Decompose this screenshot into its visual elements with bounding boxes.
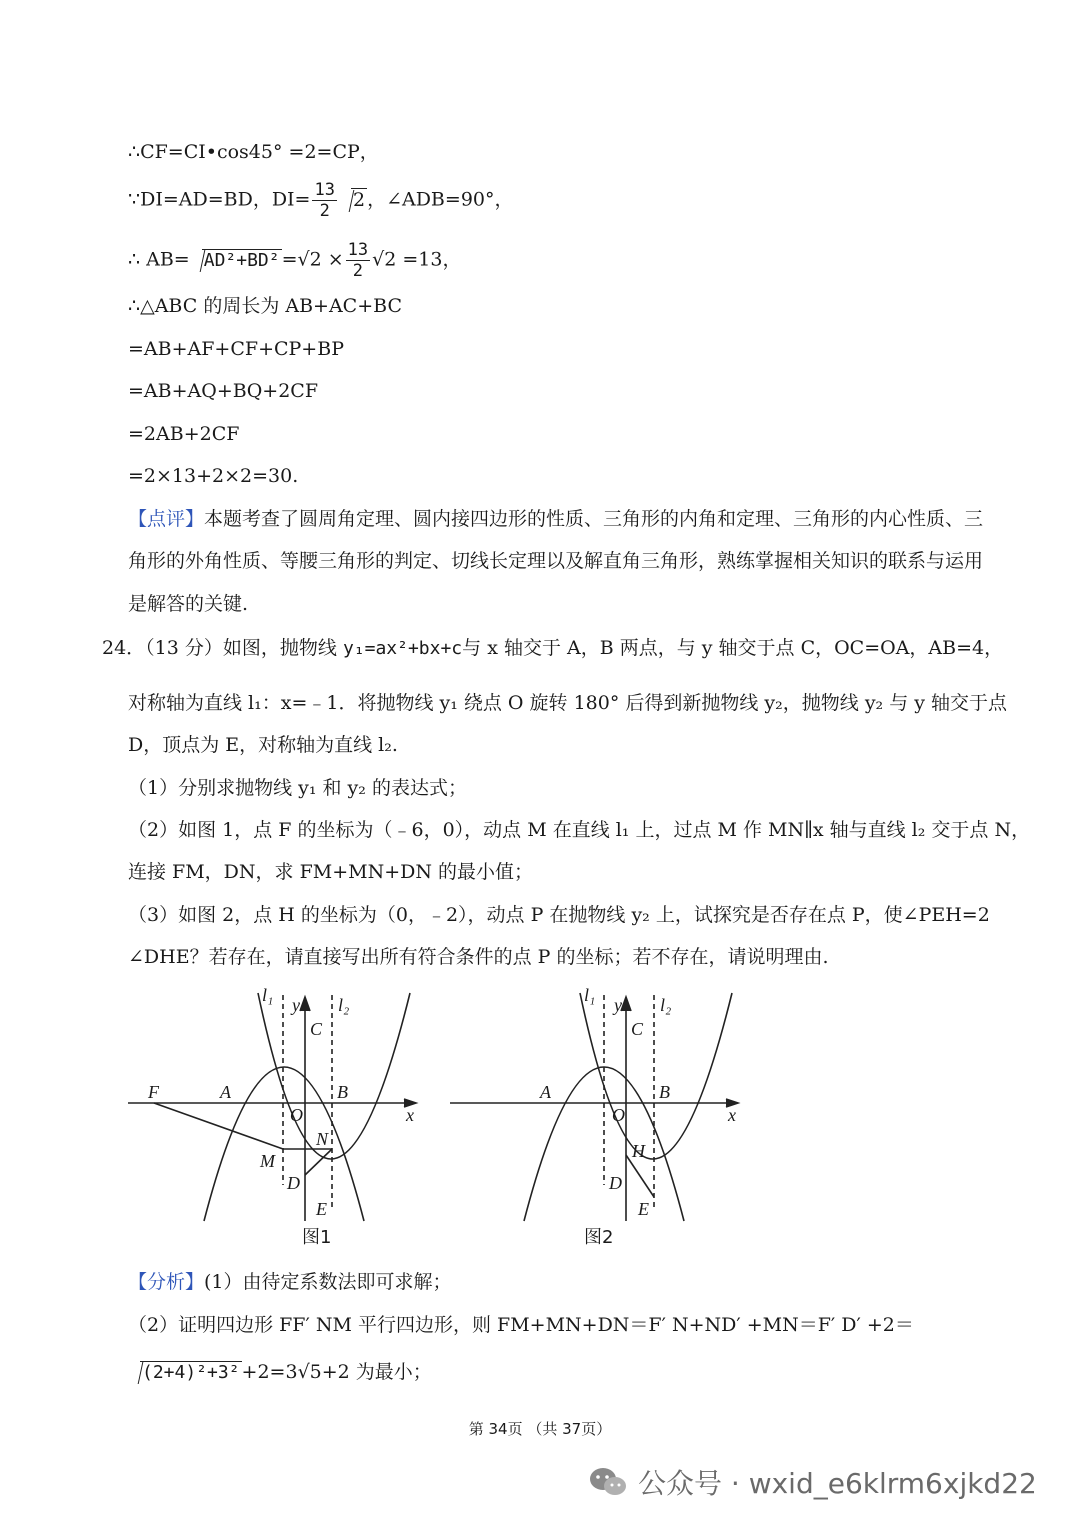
- label-d-fig2: D: [609, 1173, 622, 1193]
- part-2-line2: 连接 FM，DN，求 FM+MN+DN 的最小值；: [128, 861, 534, 883]
- segment-dn: [305, 1149, 332, 1175]
- analysis-line2: （2）证明四边形 FF′ NM 平行四边形，则 FM+MN+DN＝F′ N+ND′ +MN＝F′ D′ +2＝: [128, 1314, 914, 1336]
- fraction: $\frac{13}{2}$: [314, 180, 335, 221]
- review-line1: 【点评】本题考查了圆周角定理、圆内接四边形的性质、三角形的内角和定理、三角形的内心性质、三: [128, 508, 984, 530]
- review-line3: 是解答的关键.: [128, 593, 249, 615]
- label-m: M: [260, 1151, 275, 1171]
- label-d-fig1: D: [287, 1173, 300, 1193]
- label-l1-fig2: l₁: [584, 985, 596, 1005]
- figure-diagrams: [120, 985, 760, 1255]
- watermark-text: 公众号 · wxid_e6klrm6xjkd22: [638, 1467, 1037, 1500]
- label-f: F: [148, 1082, 159, 1102]
- parabola-y2-fig1: [258, 993, 410, 1159]
- figure-2-caption: 图2: [584, 1227, 614, 1248]
- wechat-icon: [588, 1465, 628, 1499]
- parabola-formula: y₁=ax²+bx+c: [342, 638, 463, 659]
- figure-1-caption: 图1: [302, 1227, 332, 1248]
- page-footer: 第 34页 （共 37页）: [468, 1420, 612, 1438]
- segment-fm: [154, 1103, 283, 1149]
- y-arrow-1: [300, 997, 310, 1011]
- review-line2: 角形的外角性质、等腰三角形的判定、切线长定理以及解直角三角形，熟练掌握相关知识的联系与运用: [128, 550, 984, 572]
- segment-he: [626, 1155, 654, 1197]
- line-ab: ∴ AB= AD²+BD² =√2 × $\frac{13}{2}$ √2 =13，: [128, 240, 462, 281]
- figures: [120, 985, 760, 1255]
- label-o-fig1: O: [290, 1105, 303, 1125]
- label-n: N: [316, 1129, 329, 1149]
- line-step4: =2×13+2×2=30.: [128, 465, 299, 487]
- y-arrow-2: [621, 997, 631, 1011]
- part-3-line2: ∠DHE？若存在，请直接写出所有符合条件的点 P 的坐标；若不存在，请说明理由.: [128, 946, 829, 968]
- label-b-fig1: B: [337, 1082, 348, 1102]
- sqrt: AD²+BD²: [190, 248, 282, 273]
- review-tag: 【点评】: [128, 508, 205, 530]
- analysis-line1: 【分析】(1）由待定系数法即可求解；: [128, 1271, 452, 1293]
- label-l2-fig1: l₂: [338, 995, 350, 1015]
- fraction: $\frac{13}{2}$: [347, 240, 369, 281]
- question-24-line2: 对称轴为直线 l₁：x=﹣1．将抛物线 y₁ 绕点 O 旋转 180° 后得到新抛物线 y₂，抛物线 y₂ 与 y 轴交于点: [128, 692, 1008, 714]
- label-a-fig2: A: [540, 1082, 551, 1102]
- label-o-fig2: O: [612, 1105, 625, 1125]
- question-24-line1: 24．（13 分）如图，抛物线 y₁=ax²+bx+c与 x 轴交于 A，B 两点，与 y 轴交于点 C，OC=OA，AB=4，: [102, 637, 1004, 659]
- line-cf: ∴CF=CI•cos45° =2=CP，: [128, 141, 379, 163]
- label-x-fig2: x: [728, 1105, 736, 1125]
- part-2-line1: （2）如图 1，点 F 的坐标为（﹣6，0），动点 M 在直线 l₁ 上，过点 M 作 MN∥x 轴与直线 l₂ 交于点 N，: [128, 819, 1031, 841]
- line-di: ∵DI=AD=BD，DI= $\frac{13}{2}$ 2 ，∠ADB=90°，: [128, 180, 514, 221]
- label-e-fig1: E: [316, 1199, 327, 1219]
- analysis-tag: 【分析】: [128, 1271, 205, 1293]
- sqrt: 2: [339, 188, 367, 212]
- label-a-fig1: A: [220, 1082, 231, 1102]
- label-l2-fig2: l₂: [660, 995, 672, 1015]
- line-step3: =2AB+2CF: [128, 423, 240, 445]
- figure-1: [128, 993, 416, 1221]
- sqrt: (2+4)²+3²: [128, 1360, 242, 1385]
- line-perimeter: ∴△ABC 的周长为 AB+AC+BC: [128, 295, 402, 317]
- label-b-fig2: B: [659, 1082, 670, 1102]
- line-step2: =AB+AQ+BQ+2CF: [128, 380, 319, 402]
- analysis-line3: (2+4)²+3² +2=3√5+2 为最小；: [128, 1360, 432, 1385]
- figure-2-labels: [539, 985, 736, 1248]
- part-3-line1: （3）如图 2，点 H 的坐标为（0，﹣2），动点 P 在抛物线 y₂ 上，试探究是否存在点 P，使∠PEH=2: [128, 904, 990, 926]
- part-1: （1）分别求抛物线 y₁ 和 y₂ 的表达式；: [128, 777, 467, 799]
- label-h: H: [632, 1141, 645, 1161]
- label-c-fig1: C: [310, 1019, 323, 1039]
- label-c-fig2: C: [631, 1019, 644, 1039]
- watermark: [588, 1462, 1037, 1502]
- label-y-fig2: y: [614, 995, 622, 1015]
- label-e-fig2: E: [638, 1199, 649, 1219]
- figure-2: [450, 993, 738, 1221]
- label-l1-fig1: l₁: [262, 985, 274, 1005]
- label-y-fig1: y: [292, 995, 300, 1015]
- question-24-line3: D，顶点为 E，对称轴为直线 l₂.: [128, 734, 398, 756]
- line-step1: =AB+AF+CF+CP+BP: [128, 338, 344, 360]
- label-x-fig1: x: [406, 1105, 414, 1125]
- figure-1-labels: [147, 985, 414, 1248]
